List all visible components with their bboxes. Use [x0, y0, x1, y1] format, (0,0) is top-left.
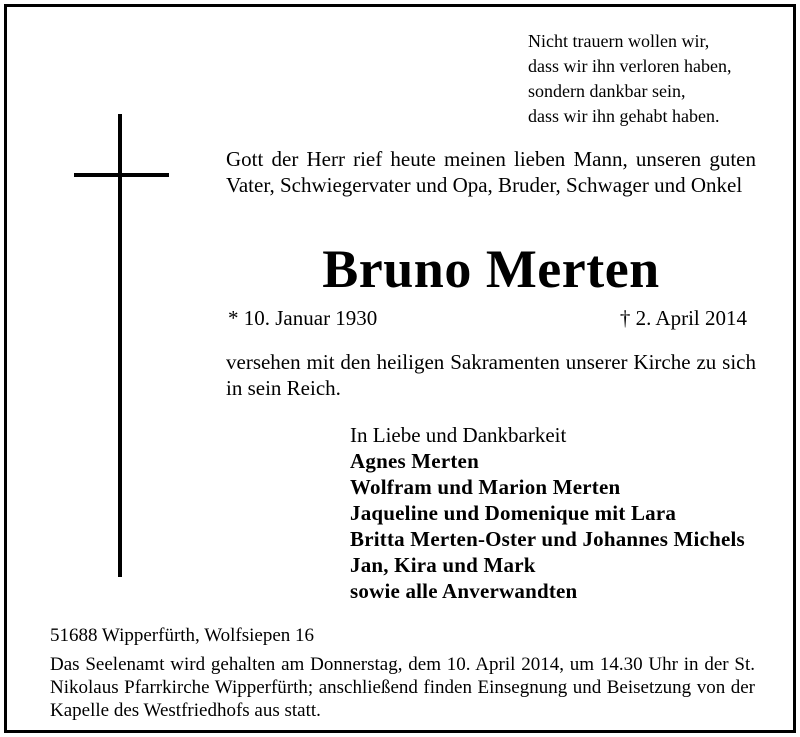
- mourners-lead: In Liebe und Dankbarkeit: [350, 423, 567, 447]
- deceased-name: Bruno Merten: [322, 239, 660, 299]
- service-info: Das Seelenamt wird gehalten am Donnerstag, dem 10. April 2014, um 14.30 Uhr in der St. Nikolaus Pfarrkirche Wipperfürth; anschließend finden Einsegnung und Beisetzung von der Kapelle des Westfriedhofs aus statt.: [50, 654, 755, 721]
- poem-line: Nicht trauern wollen wir,: [528, 31, 710, 51]
- cross-icon-bar: [74, 173, 169, 177]
- cross-icon: [118, 114, 122, 577]
- birth-date: * 10. Januar 1930: [228, 306, 378, 330]
- intro-text: Gott der Herr rief heute meinen lieben Mann, unseren guten Vater, Schwiegervater und Opa, Bruder, Schwager und Onkel: [226, 147, 756, 197]
- mourner-name: Jan, Kira und Mark: [350, 553, 536, 577]
- mourners-list: [350, 422, 780, 604]
- poem-line: dass wir ihn verloren haben,: [528, 56, 732, 76]
- poem-line: dass wir ihn gehabt haben.: [528, 106, 720, 126]
- mourner-name: Wolfram und Marion Merten: [350, 475, 621, 499]
- mourner-name: Agnes Merten: [350, 449, 479, 473]
- mourner-name: sowie alle Anverwandten: [350, 579, 578, 603]
- poem: [528, 29, 768, 129]
- address: 51688 Wipperfürth, Wolfsiepen 16: [50, 625, 315, 646]
- sacraments-text: versehen mit den heiligen Sakramenten unserer Kirche zu sich in sein Reich.: [226, 350, 756, 400]
- mourner-name: Jaqueline und Domenique mit Lara: [350, 501, 677, 525]
- death-date: † 2. April 2014: [619, 306, 747, 330]
- obituary-card: [4, 4, 796, 733]
- mourner-name: Britta Merten-Oster und Johannes Michels: [350, 527, 745, 551]
- poem-line: sondern dankbar sein,: [528, 81, 686, 101]
